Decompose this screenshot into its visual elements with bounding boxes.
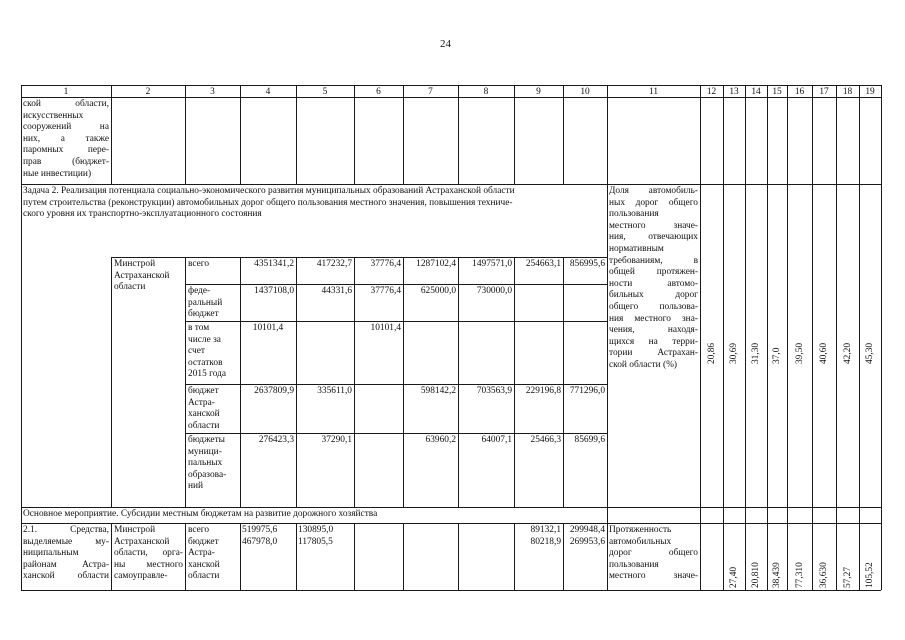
task-2-indicator-value: 37,0 (772, 347, 782, 364)
funding-source: всего (188, 259, 210, 269)
funding-source: всего (188, 525, 210, 535)
column-number-header: 9 (536, 87, 541, 97)
amount-cell: 703563,9 (476, 386, 512, 396)
table-rule (403, 257, 404, 507)
table-rule (836, 85, 837, 590)
amount-cell: 229196,8 (525, 386, 561, 396)
task-2-indicator-name: щихся на терри- (609, 336, 698, 347)
table-rule (812, 85, 813, 590)
table-rule (296, 257, 297, 507)
amount-cell: 117805,5 (298, 536, 333, 547)
table-top-rule (21, 85, 881, 86)
item-2-1-indicator-name: автомобильных (609, 536, 672, 547)
item-2-1-indicator-value: 36,630 (819, 562, 829, 588)
amount-cell: 80218,9 (530, 536, 561, 547)
column-number-header: 7 (428, 87, 433, 97)
task-2-indicator-value: 31,30 (751, 342, 761, 364)
task-2-indicator-value: 40,60 (819, 342, 829, 364)
table-rule (403, 85, 404, 184)
amount-cell: 269953,6 (569, 536, 605, 547)
task-2-responsible: Минстрой (114, 259, 156, 269)
funding-source: счет (188, 346, 205, 357)
funding-source: в том (188, 323, 210, 333)
table-bottom-rule (21, 590, 881, 591)
amount-cell: 2637809,9 (254, 386, 294, 396)
item-2-1-responsible: Астраханской (114, 536, 170, 547)
column-number-header: 17 (819, 87, 829, 97)
amount-cell: 299948,4 (569, 525, 605, 535)
amount-cell: 254663,1 (525, 259, 561, 269)
table-rule (403, 523, 404, 590)
task-2-indicator-value: 30,69 (729, 342, 739, 364)
amount-cell: 467978,0 (242, 536, 278, 547)
funding-source: бюджет (188, 536, 219, 547)
task-2-indicator-value: 39,50 (794, 342, 805, 364)
table-rule (563, 85, 564, 184)
amount-cell: 25466,3 (530, 435, 561, 445)
column-number-header: 18 (842, 87, 853, 97)
table-rule (111, 257, 112, 507)
table-rule (21, 507, 881, 508)
amount-cell: 519975,6 (242, 525, 278, 535)
task-2-indicator-name: пользования (609, 209, 659, 220)
funding-source: области (188, 571, 220, 582)
funding-source: числе за (188, 334, 221, 345)
task-2-indicator-name: нормативным (609, 244, 664, 254)
funding-source: феде- (188, 286, 211, 296)
task-2-indicator-name: ской области (%) (609, 360, 678, 370)
amount-cell: 771296,0 (569, 386, 605, 396)
table-rule (607, 85, 608, 590)
funding-source: остатков (188, 357, 223, 368)
amount-cell: 1497571,0 (472, 259, 512, 269)
amount-cell: 130895,0 (298, 525, 334, 535)
continued-item-name: ской области, (23, 99, 109, 109)
table-rule (185, 321, 607, 322)
continued-item-name: ные инвестиции) (23, 168, 92, 179)
task-2-indicator-name: местного значе- (609, 220, 698, 231)
column-number-header: 19 (865, 87, 875, 97)
task-2-indicator-name: ния, отвечающих (609, 232, 698, 243)
table-rule (185, 284, 607, 285)
continued-item-name: паромных пере- (23, 145, 109, 156)
table-rule (723, 85, 724, 590)
table-rule (354, 257, 355, 507)
table-rule (354, 85, 355, 184)
table-rule (563, 257, 564, 507)
item-2-1-responsible: области, орга- (114, 548, 183, 559)
table-rule (185, 523, 186, 590)
table-rule (296, 85, 297, 184)
table-rule (240, 85, 241, 184)
table-rule (563, 523, 564, 590)
continued-item-name: прав (бюджет- (23, 157, 109, 167)
table-rule (240, 257, 241, 507)
table-rule (111, 523, 112, 590)
amount-cell: 598142,2 (420, 386, 456, 396)
column-number-header: 15 (772, 87, 782, 97)
task-2-indicator-name: ности автомо- (609, 278, 698, 289)
table-rule (458, 85, 459, 184)
funding-source: пальных (188, 458, 223, 469)
column-number-header: 10 (580, 87, 590, 97)
item-2-1-indicator-value: 57,27 (842, 566, 853, 588)
amount-cell: 10101,4 (370, 323, 401, 333)
task-2-responsible: области (114, 282, 146, 293)
table-rule (185, 384, 607, 385)
task-2-indicator-value: 45,30 (865, 342, 875, 364)
funding-source: бюджет (188, 309, 219, 320)
funding-source: ханской (188, 559, 220, 570)
column-number-header: 4 (265, 87, 271, 97)
column-number-header: 13 (729, 87, 739, 97)
task-2-title: ского уровня их транспортно-эксплуатационного состояния (23, 209, 262, 220)
continued-item-name: искусственных (23, 110, 84, 121)
task-2-indicator-name: бильных дорог (609, 290, 698, 301)
continued-item-name: сооружений на (23, 122, 109, 133)
task-2-indicator-name: ния местного зна- (609, 313, 698, 324)
table-rule (21, 184, 881, 185)
table-rule (514, 257, 515, 507)
item-2-1-indicator-value: 20,810 (751, 562, 761, 588)
task-2-responsible: Астраханской (114, 270, 170, 281)
funding-source: образова- (188, 469, 227, 480)
funding-source: ральный (188, 297, 223, 308)
amount-cell: 1437108,0 (254, 286, 294, 296)
item-2-1-indicator-name: дорог общего (609, 548, 698, 559)
item-2-1-name: ниципальным (23, 548, 79, 559)
item-2-1-indicator-name: пользования (609, 559, 659, 570)
table-rule (296, 523, 297, 590)
funding-source: муници- (188, 446, 222, 457)
task-2-indicator-name: требованиям, в (609, 255, 698, 266)
header-bottom-rule (21, 97, 881, 98)
amount-cell: 89132,1 (530, 525, 561, 535)
table-rule (458, 523, 459, 590)
amount-cell: 37290,1 (321, 435, 352, 445)
item-2-1-indicator-name: местного значе- (609, 571, 698, 582)
table-rule (700, 85, 701, 590)
table-rule (185, 85, 186, 184)
item-2-1-responsible: ны местного (114, 559, 183, 570)
item-2-1-responsible: самоуправле- (114, 571, 168, 582)
item-2-1-indicator-value: 77,310 (794, 562, 805, 588)
item-2-1-indicator-name: Протяженность (609, 525, 672, 535)
amount-cell: 1287102,4 (416, 259, 456, 269)
amount-cell: 856995,6 (569, 259, 605, 269)
funding-source: 2015 года (188, 369, 227, 380)
table-rule (458, 257, 459, 507)
amount-cell: 64007,1 (481, 435, 512, 445)
amount-cell: 730000,0 (476, 286, 512, 296)
item-2-1-name: выделяемые му- (23, 536, 109, 547)
funding-source: Астра- (188, 397, 215, 408)
amount-cell: 417232,7 (316, 259, 352, 269)
amount-cell: 4351341,2 (254, 259, 294, 269)
column-number-header: 14 (751, 87, 761, 97)
item-2-1-indicator-value: 105,52 (865, 562, 875, 588)
column-number-header: 2 (145, 87, 151, 97)
task-2-indicator-name: ных дорог общего (609, 197, 698, 208)
amount-cell: 85699,6 (574, 435, 605, 445)
item-2-1-indicator-value: 38,439 (772, 562, 782, 588)
funding-source: ний (188, 481, 204, 492)
page-number: 24 (440, 38, 451, 50)
column-number-header: 3 (210, 87, 215, 97)
column-number-header: 6 (376, 87, 381, 97)
table-rule (881, 85, 882, 590)
amount-cell: 276423,3 (258, 435, 294, 445)
task-2-indicator-name: тории Астрахан- (609, 348, 698, 359)
task-2-title: Задача 2. Реализация потенциала социально-экономического развития муниципальных образований Астраханской области (23, 186, 515, 196)
table-rule (185, 433, 607, 434)
task-2-indicator-name: чения, находя- (609, 325, 698, 336)
funding-source: ханской (188, 409, 220, 420)
funding-source: бюджеты (188, 435, 225, 445)
item-2-1-indicator-value: 27,40 (729, 566, 739, 588)
column-number-header: 1 (63, 87, 69, 97)
task-2-indicator-value: 42,20 (842, 342, 853, 364)
task-2-indicator-name: Доля автомобиль- (609, 186, 698, 196)
table-rule (354, 523, 355, 590)
table-rule (767, 85, 768, 590)
column-number-header: 8 (483, 87, 489, 97)
column-number-header: 5 (322, 87, 328, 97)
table-rule (859, 85, 860, 590)
amount-cell: 63960,2 (425, 435, 456, 445)
table-rule (185, 257, 186, 507)
amount-cell: 335611,0 (317, 386, 352, 396)
column-number-header: 16 (794, 87, 805, 97)
task-2-title: путем строительства (реконструкции) автомобильных дорог общего пользования местного значения, повышения техниче- (23, 197, 513, 208)
amount-cell: 10101,4 (252, 323, 284, 333)
table-rule (514, 85, 515, 184)
column-number-header: 12 (706, 87, 717, 97)
amount-cell: 37776,4 (370, 259, 401, 269)
funding-source: бюджет (188, 386, 219, 396)
item-2-1-name: 2.1. Средства, (23, 525, 109, 535)
table-rule (787, 85, 788, 590)
table-rule (111, 85, 112, 184)
funding-source: Астра- (188, 548, 215, 559)
table-rule (514, 523, 515, 590)
amount-cell: 37776,4 (370, 286, 401, 296)
table-rule (745, 85, 746, 590)
amount-cell: 625000,0 (420, 286, 456, 296)
table-rule (21, 523, 881, 524)
item-2-1-name: ханской области (23, 571, 109, 582)
funding-source: области (188, 420, 220, 431)
task-2-indicator-name: общего пользова- (609, 302, 698, 312)
continued-item-name: них, а также (23, 133, 109, 144)
main-activity-title: Основное мероприятие. Субсидии местным бюджетам на развитие дорожного хозяйства (23, 509, 378, 519)
task-2-indicator-value: 20,86 (706, 342, 717, 364)
item-2-1-responsible: Минстрой (114, 525, 156, 535)
task-2-indicator-name: общей протяжен- (609, 267, 698, 278)
column-number-header: 11 (648, 87, 659, 97)
table-rule (21, 85, 22, 590)
amount-cell: 44331,6 (321, 286, 352, 296)
table-rule (240, 523, 241, 590)
item-2-1-name: районам Астра- (23, 559, 109, 570)
